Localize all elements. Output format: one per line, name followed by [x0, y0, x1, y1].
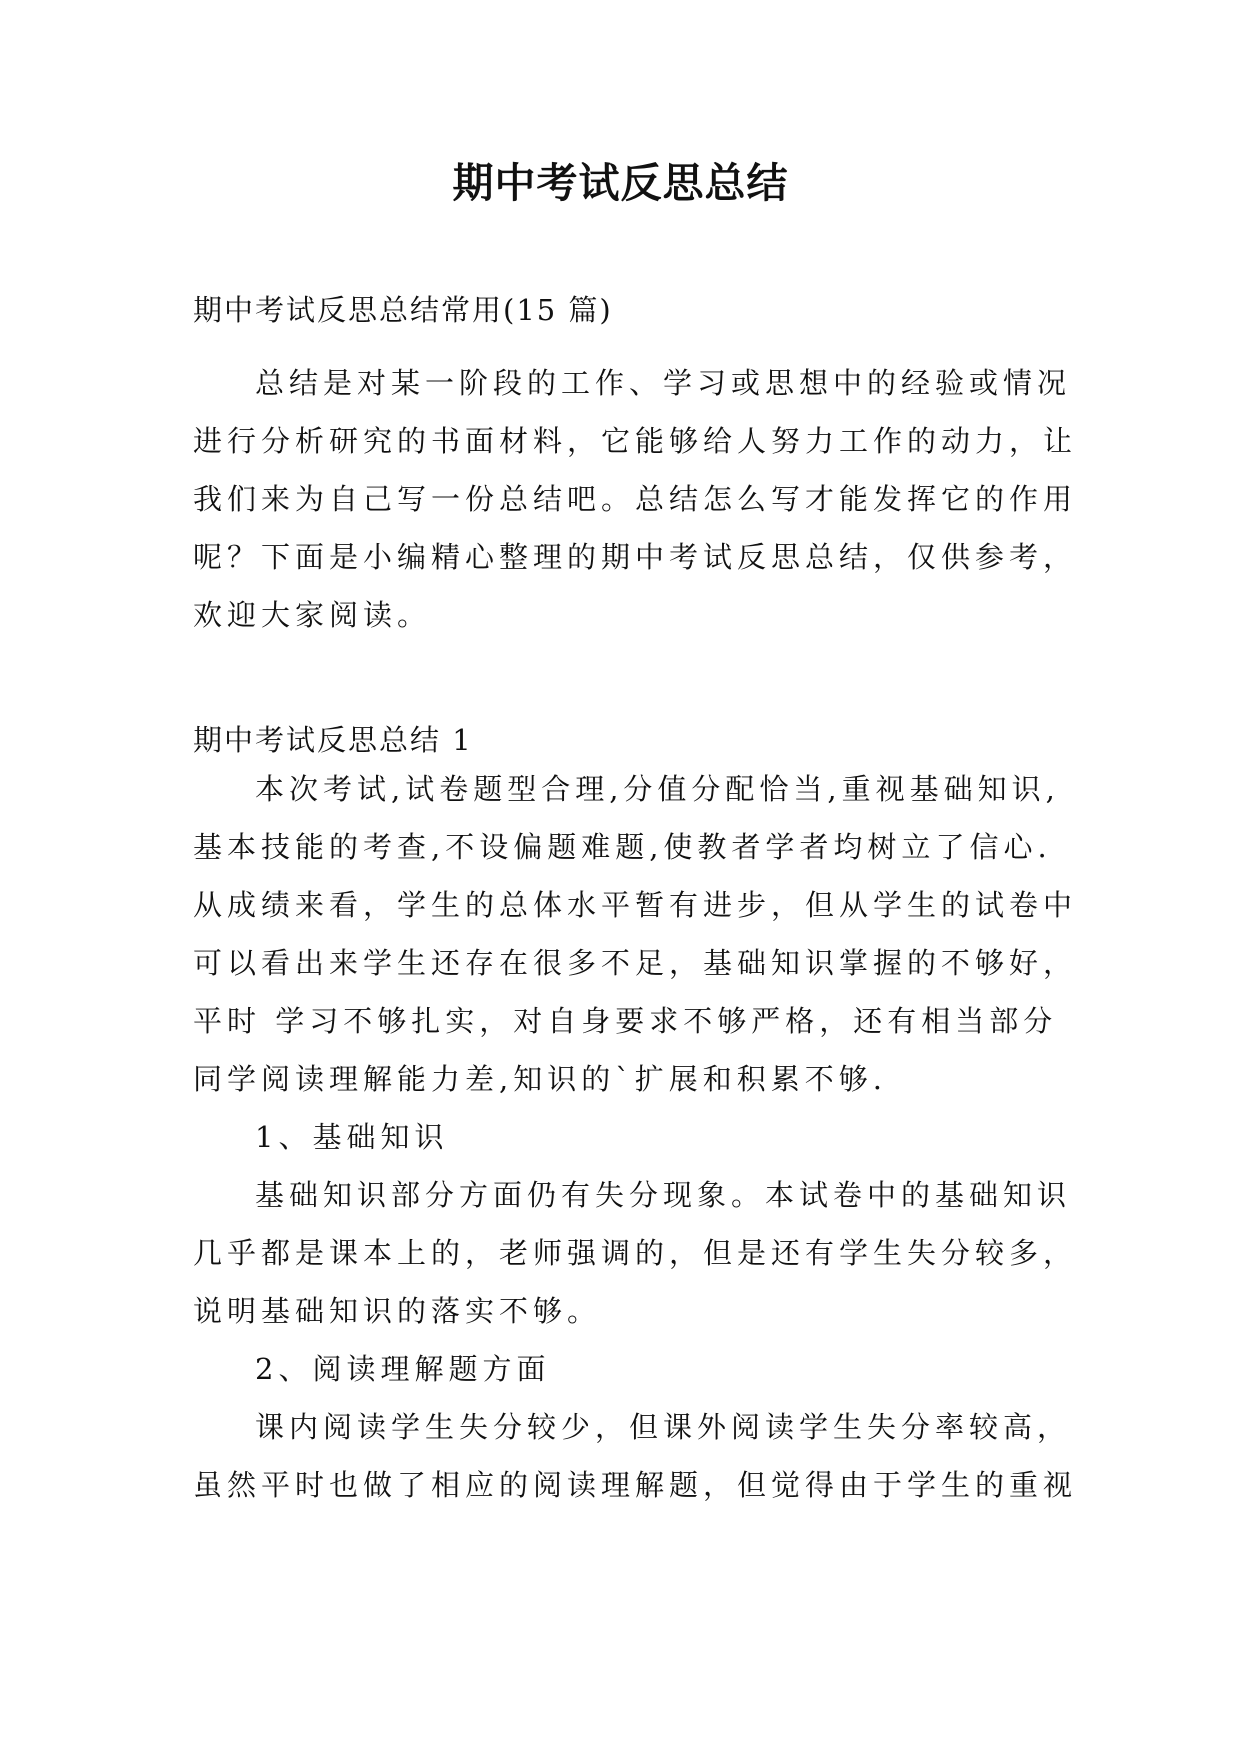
- point2-block: [193, 1340, 1078, 1514]
- section1-line: 同学阅读理解能力差,知识的`扩展和积累不够.: [193, 1062, 887, 1096]
- point1-block: [193, 1108, 1078, 1340]
- intro-line: 我们来为自己写一份总结吧。总结怎么写才能发挥它的作用: [193, 482, 1078, 516]
- point2-line: 虽然平时也做了相应的阅读理解题，但觉得由于学生的重视: [193, 1468, 1078, 1502]
- point2-line: 课内阅读学生失分较少，但课外阅读学生失分率较高，: [255, 1410, 1072, 1444]
- section1-line: 从成绩来看，学生的总体水平暂有进步，但从学生的试卷中: [193, 888, 1078, 922]
- section1-paragraph: [193, 760, 1078, 1108]
- point1-line: 说明基础知识的落实不够。: [193, 1294, 602, 1328]
- section1-line: 本次考试,试卷题型合理,分值分配恰当,重视基础知识,: [255, 772, 1060, 806]
- point1-line: 几乎都是课本上的，老师强调的，但是还有学生失分较多，: [193, 1236, 1078, 1270]
- intro-line: 进行分析研究的书面材料，它能够给人努力工作的动力，让: [193, 424, 1078, 458]
- intro-line: 总结是对某一阶段的工作、学习或思想中的经验或情况: [255, 366, 1072, 400]
- document-title: 期中考试反思总结: [452, 159, 789, 207]
- document-subtitle: 期中考试反思总结常用(15 篇): [193, 293, 613, 327]
- section1-line: 基本技能的考查,不设偏题难题,使教者学者均树立了信心.: [193, 830, 1052, 864]
- section-heading: 期中考试反思总结 1: [193, 723, 473, 757]
- section1-line: 平时 学习不够扎实，对自身要求不够严格，还有相当部分: [193, 1004, 1058, 1038]
- point1-line: 基础知识部分方面仍有失分现象。本试卷中的基础知识: [255, 1178, 1072, 1212]
- point-heading: 2、阅读理解题方面: [255, 1352, 551, 1386]
- intro-paragraph: [193, 354, 1078, 644]
- intro-line: 欢迎大家阅读。: [193, 598, 432, 632]
- section1-line: 可以看出来学生还存在很多不足，基础知识掌握的不够好，: [193, 946, 1078, 980]
- point-heading: 1、基础知识: [255, 1120, 449, 1154]
- intro-line: 呢？下面是小编精心整理的期中考试反思总结，仅供参考，: [193, 540, 1078, 574]
